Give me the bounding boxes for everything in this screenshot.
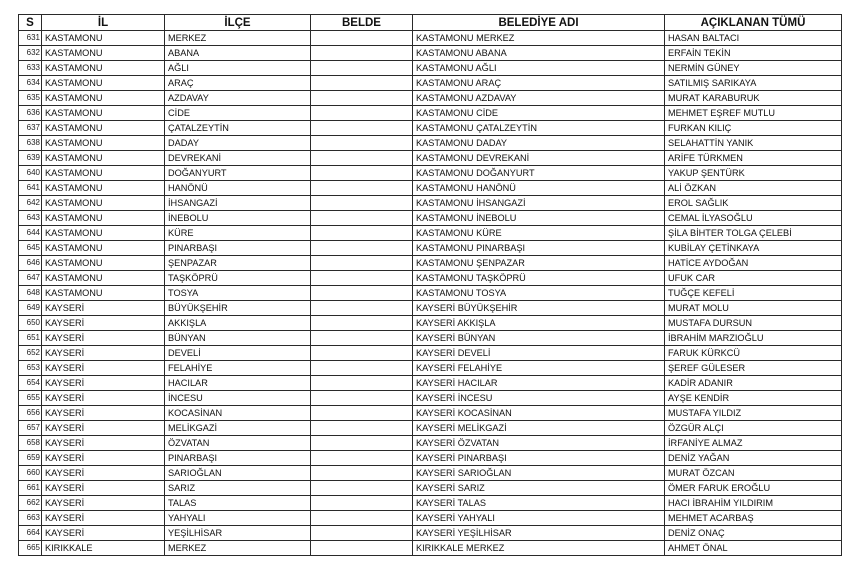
cell-il: KASTAMONU [42,136,165,151]
cell-sira-no: 659 [19,451,42,466]
cell-il: KASTAMONU [42,241,165,256]
cell-belde [311,496,413,511]
table-row [19,481,842,496]
cell-belediye-adi: KASTAMONU DOĞANYURT [413,166,665,181]
cell-ilce: HACILAR [165,376,311,391]
cell-belediye-adi: KASTAMONU CİDE [413,106,665,121]
table-row [19,391,842,406]
cell-sira-no: 644 [19,226,42,241]
cell-ilce: SARIOĞLAN [165,466,311,481]
cell-belde [311,541,413,556]
cell-il: KASTAMONU [42,46,165,61]
cell-belediye-adi: KAYSERİ FELAHİYE [413,361,665,376]
candidate-table [18,14,842,556]
cell-ilce: TAŞKÖPRÜ [165,271,311,286]
table-row [19,256,842,271]
cell-ilce: PINARBAŞI [165,451,311,466]
cell-belde [311,451,413,466]
cell-sira-no: 639 [19,151,42,166]
cell-belde [311,136,413,151]
cell-belde [311,421,413,436]
cell-ilce: AĞLI [165,61,311,76]
cell-sira-no: 631 [19,31,42,46]
cell-aciklanan-tumu: YAKUP ŞENTÜRK [665,166,842,181]
table-row [19,226,842,241]
cell-ilce: PINARBAŞI [165,241,311,256]
cell-belediye-adi: KAYSERİ İNCESU [413,391,665,406]
cell-aciklanan-tumu: EROL SAĞLIK [665,196,842,211]
cell-ilce: ÇATALZEYTİN [165,121,311,136]
cell-ilce: ŞENPAZAR [165,256,311,271]
cell-ilce: BÜYÜKŞEHİR [165,301,311,316]
cell-il: KAYSERİ [42,436,165,451]
header-row [19,15,842,31]
cell-il: KAYSERİ [42,391,165,406]
table-row [19,31,842,46]
cell-aciklanan-tumu: DENİZ YAĞAN [665,451,842,466]
cell-ilce: MELİKGAZİ [165,421,311,436]
cell-aciklanan-tumu: İBRAHİM MARZIOĞLU [665,331,842,346]
cell-ilce: ÖZVATAN [165,436,311,451]
cell-ilce: İNCESU [165,391,311,406]
cell-sira-no: 641 [19,181,42,196]
cell-belediye-adi: KASTAMONU ABANA [413,46,665,61]
cell-aciklanan-tumu: MURAT MOLU [665,301,842,316]
cell-belediye-adi: KASTAMONU ARAÇ [413,76,665,91]
cell-belde [311,526,413,541]
cell-ilce: TOSYA [165,286,311,301]
cell-sira-no: 650 [19,316,42,331]
cell-belde [311,181,413,196]
cell-aciklanan-tumu: HASAN BALTACI [665,31,842,46]
cell-ilce: FELAHİYE [165,361,311,376]
table-row [19,91,842,106]
cell-aciklanan-tumu: FURKAN KILIÇ [665,121,842,136]
cell-sira-no: 651 [19,331,42,346]
cell-aciklanan-tumu: NERMİN GÜNEY [665,61,842,76]
cell-belde [311,31,413,46]
cell-ilce: YAHYALI [165,511,311,526]
cell-sira-no: 637 [19,121,42,136]
table-row [19,541,842,556]
cell-ilce: DOĞANYURT [165,166,311,181]
cell-il: KASTAMONU [42,31,165,46]
table-row [19,496,842,511]
cell-sira-no: 658 [19,436,42,451]
cell-belde [311,256,413,271]
cell-belde [311,481,413,496]
cell-belde [311,241,413,256]
cell-il: KASTAMONU [42,196,165,211]
cell-il: KAYSERİ [42,406,165,421]
cell-belediye-adi: KAYSERİ BÜNYAN [413,331,665,346]
cell-il: KASTAMONU [42,106,165,121]
cell-belde [311,271,413,286]
cell-ilce: DEVELİ [165,346,311,361]
cell-aciklanan-tumu: AYŞE KENDİR [665,391,842,406]
cell-sira-no: 632 [19,46,42,61]
cell-belediye-adi: KAYSERİ SARIZ [413,481,665,496]
column-header-ilce: İLÇE [165,15,311,31]
cell-belde [311,91,413,106]
table-row [19,76,842,91]
cell-aciklanan-tumu: TUĞÇE KEFELİ [665,286,842,301]
cell-il: KASTAMONU [42,121,165,136]
cell-sira-no: 661 [19,481,42,496]
cell-belediye-adi: KAYSERİ AKKIŞLA [413,316,665,331]
cell-belediye-adi: KASTAMONU DADAY [413,136,665,151]
cell-il: KASTAMONU [42,226,165,241]
cell-sira-no: 642 [19,196,42,211]
cell-sira-no: 636 [19,106,42,121]
cell-ilce: HANÖNÜ [165,181,311,196]
table-row [19,106,842,121]
cell-ilce: SARIZ [165,481,311,496]
cell-belde [311,331,413,346]
cell-aciklanan-tumu: FARUK KÜRKCÜ [665,346,842,361]
cell-belde [311,406,413,421]
cell-ilce: KÜRE [165,226,311,241]
cell-aciklanan-tumu: KADİR ADANIR [665,376,842,391]
cell-belde [311,196,413,211]
cell-sira-no: 665 [19,541,42,556]
cell-belediye-adi: KAYSERİ TALAS [413,496,665,511]
cell-sira-no: 652 [19,346,42,361]
cell-sira-no: 634 [19,76,42,91]
cell-belediye-adi: KAYSERİ BÜYÜKŞEHİR [413,301,665,316]
cell-belediye-adi: KASTAMONU MERKEZ [413,31,665,46]
cell-il: KASTAMONU [42,166,165,181]
cell-il: KAYSERİ [42,466,165,481]
cell-belediye-adi: KAYSERİ HACILAR [413,376,665,391]
cell-sira-no: 643 [19,211,42,226]
cell-aciklanan-tumu: MUSTAFA DURSUN [665,316,842,331]
column-header-aciklanan-tumu: AÇIKLANAN TÜMÜ [665,15,842,31]
cell-ilce: DEVREKANİ [165,151,311,166]
cell-belediye-adi: KASTAMONU AĞLI [413,61,665,76]
cell-il: KAYSERİ [42,331,165,346]
cell-il: KASTAMONU [42,256,165,271]
cell-ilce: AKKIŞLA [165,316,311,331]
cell-il: KASTAMONU [42,76,165,91]
cell-sira-no: 664 [19,526,42,541]
cell-ilce: KOCASİNAN [165,406,311,421]
cell-sira-no: 653 [19,361,42,376]
cell-aciklanan-tumu: AHMET ÖNAL [665,541,842,556]
cell-belediye-adi: KASTAMONU TOSYA [413,286,665,301]
cell-il: KASTAMONU [42,61,165,76]
cell-sira-no: 640 [19,166,42,181]
cell-ilce: ABANA [165,46,311,61]
cell-belediye-adi: KAYSERİ ÖZVATAN [413,436,665,451]
cell-belediye-adi: KASTAMONU HANÖNÜ [413,181,665,196]
table-row [19,526,842,541]
cell-sira-no: 638 [19,136,42,151]
cell-aciklanan-tumu: ÖMER FARUK EROĞLU [665,481,842,496]
cell-ilce: İHSANGAZİ [165,196,311,211]
cell-ilce: YEŞİLHİSAR [165,526,311,541]
cell-aciklanan-tumu: SATILMIŞ SARIKAYA [665,76,842,91]
cell-belde [311,166,413,181]
cell-belde [311,286,413,301]
cell-belediye-adi: KAYSERİ YAHYALI [413,511,665,526]
cell-sira-no: 633 [19,61,42,76]
cell-belde [311,151,413,166]
cell-ilce: BÜNYAN [165,331,311,346]
cell-il: KAYSERİ [42,421,165,436]
table-row [19,136,842,151]
cell-sira-no: 654 [19,376,42,391]
cell-ilce: MERKEZ [165,541,311,556]
table-body [19,31,842,556]
cell-belde [311,46,413,61]
cell-il: KAYSERİ [42,481,165,496]
cell-belde [311,436,413,451]
table-row [19,211,842,226]
cell-il: KASTAMONU [42,211,165,226]
cell-sira-no: 649 [19,301,42,316]
cell-aciklanan-tumu: ŞİLA BİHTER TOLGA ÇELEBİ [665,226,842,241]
cell-belediye-adi: KAYSERİ KOCASİNAN [413,406,665,421]
cell-belediye-adi: KASTAMONU İHSANGAZİ [413,196,665,211]
cell-ilce: TALAS [165,496,311,511]
cell-belde [311,466,413,481]
cell-aciklanan-tumu: İRFANİYE ALMAZ [665,436,842,451]
cell-aciklanan-tumu: MUSTAFA YILDIZ [665,406,842,421]
cell-il: KAYSERİ [42,346,165,361]
cell-sira-no: 656 [19,406,42,421]
table-row [19,331,842,346]
cell-belde [311,226,413,241]
table-row [19,421,842,436]
cell-belde [311,121,413,136]
table-row [19,121,842,136]
cell-belediye-adi: KASTAMONU KÜRE [413,226,665,241]
cell-ilce: İNEBOLU [165,211,311,226]
cell-aciklanan-tumu: HATİCE AYDOĞAN [665,256,842,271]
cell-belediye-adi: KAYSERİ SARIOĞLAN [413,466,665,481]
cell-belediye-adi: KASTAMONU PINARBAŞI [413,241,665,256]
cell-ilce: MERKEZ [165,31,311,46]
table-row [19,451,842,466]
cell-aciklanan-tumu: ERFAİN TEKİN [665,46,842,61]
cell-sira-no: 645 [19,241,42,256]
cell-il: KASTAMONU [42,181,165,196]
table-row [19,436,842,451]
cell-aciklanan-tumu: KUBİLAY ÇETİNKAYA [665,241,842,256]
cell-aciklanan-tumu: UFUK CAR [665,271,842,286]
cell-il: KAYSERİ [42,511,165,526]
cell-ilce: CİDE [165,106,311,121]
cell-belde [311,316,413,331]
cell-belde [311,391,413,406]
table-row [19,241,842,256]
cell-aciklanan-tumu: MEHMET EŞREF MUTLU [665,106,842,121]
cell-belde [311,301,413,316]
cell-aciklanan-tumu: MEHMET ACARBAŞ [665,511,842,526]
table-row [19,151,842,166]
table-row [19,46,842,61]
cell-aciklanan-tumu: ALİ ÖZKAN [665,181,842,196]
table-row [19,271,842,286]
table-row [19,286,842,301]
cell-belediye-adi: KASTAMONU İNEBOLU [413,211,665,226]
cell-il: KASTAMONU [42,91,165,106]
cell-aciklanan-tumu: ÖZGÜR ALÇI [665,421,842,436]
table-row [19,346,842,361]
cell-belde [311,361,413,376]
table-row [19,316,842,331]
cell-sira-no: 657 [19,421,42,436]
cell-il: KAYSERİ [42,451,165,466]
table-row [19,301,842,316]
cell-sira-no: 662 [19,496,42,511]
cell-belde [311,346,413,361]
cell-aciklanan-tumu: SELAHATTİN YANIK [665,136,842,151]
cell-il: KASTAMONU [42,271,165,286]
cell-aciklanan-tumu: CEMAL İLYASOĞLU [665,211,842,226]
cell-belde [311,61,413,76]
cell-belediye-adi: KAYSERİ PINARBAŞI [413,451,665,466]
table-row [19,511,842,526]
column-header-s: S [19,15,42,31]
cell-aciklanan-tumu: MURAT ÖZCAN [665,466,842,481]
cell-belediye-adi: KASTAMONU TAŞKÖPRÜ [413,271,665,286]
table-row [19,466,842,481]
cell-belde [311,376,413,391]
cell-sira-no: 660 [19,466,42,481]
cell-sira-no: 663 [19,511,42,526]
cell-belediye-adi: KIRIKKALE MERKEZ [413,541,665,556]
cell-belediye-adi: KAYSERİ YEŞİLHİSAR [413,526,665,541]
cell-belde [311,511,413,526]
table-row [19,61,842,76]
table-row [19,406,842,421]
table-row [19,376,842,391]
cell-belediye-adi: KAYSERİ MELİKGAZİ [413,421,665,436]
cell-il: KAYSERİ [42,526,165,541]
column-header-il: İL [42,15,165,31]
cell-il: KAYSERİ [42,361,165,376]
cell-belediye-adi: KASTAMONU AZDAVAY [413,91,665,106]
cell-belediye-adi: KASTAMONU ÇATALZEYTİN [413,121,665,136]
cell-belediye-adi: KASTAMONU DEVREKANİ [413,151,665,166]
table-row [19,361,842,376]
cell-il: KAYSERİ [42,301,165,316]
cell-il: KAYSERİ [42,316,165,331]
cell-aciklanan-tumu: HACI İBRAHİM YILDIRIM [665,496,842,511]
table-row [19,181,842,196]
cell-ilce: ARAÇ [165,76,311,91]
cell-belde [311,76,413,91]
cell-sira-no: 635 [19,91,42,106]
cell-belediye-adi: KAYSERİ DEVELİ [413,346,665,361]
cell-sira-no: 655 [19,391,42,406]
column-header-belde: BELDE [311,15,413,31]
cell-il: KAYSERİ [42,376,165,391]
column-header-belediye-adi: BELEDİYE ADI [413,15,665,31]
cell-aciklanan-tumu: DENİZ ONAÇ [665,526,842,541]
cell-belde [311,211,413,226]
cell-aciklanan-tumu: MURAT KARABURUK [665,91,842,106]
cell-il: KIRIKKALE [42,541,165,556]
cell-aciklanan-tumu: ŞEREF GÜLESER [665,361,842,376]
cell-belediye-adi: KASTAMONU ŞENPAZAR [413,256,665,271]
table-row [19,196,842,211]
cell-aciklanan-tumu: ARİFE TÜRKMEN [665,151,842,166]
cell-sira-no: 648 [19,286,42,301]
cell-sira-no: 647 [19,271,42,286]
cell-il: KASTAMONU [42,151,165,166]
cell-il: KASTAMONU [42,286,165,301]
table-row [19,166,842,181]
cell-ilce: AZDAVAY [165,91,311,106]
cell-il: KAYSERİ [42,496,165,511]
cell-ilce: DADAY [165,136,311,151]
cell-belde [311,106,413,121]
cell-sira-no: 646 [19,256,42,271]
